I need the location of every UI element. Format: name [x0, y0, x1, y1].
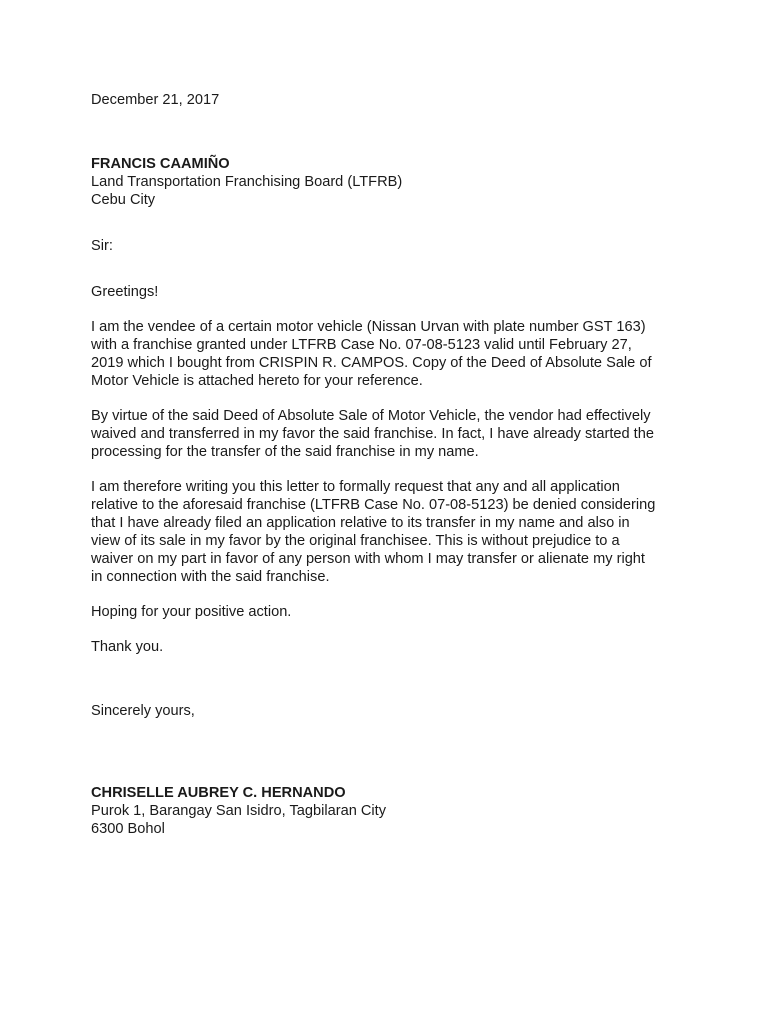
paragraph-line: waived and transferred in my favor the said franchise. In fact, I have already started the — [91, 426, 654, 442]
paragraph-line: view of its sale in my favor by the original franchisee. This is without prejudice to a — [91, 533, 620, 549]
paragraph-transfer — [91, 407, 691, 461]
recipient-block — [91, 155, 691, 209]
paragraph-line: processing for the transfer of the said franchise in my name. — [91, 444, 479, 460]
recipient-city: Cebu City — [91, 192, 156, 208]
sender-address-line2: 6300 Bohol — [91, 821, 165, 837]
letter-body — [91, 91, 691, 838]
paragraph-line: Motor Vehicle is attached hereto for your reference. — [91, 373, 423, 389]
paragraph-purchase — [91, 318, 691, 390]
recipient-name: FRANCIS CAAMIÑO — [91, 156, 230, 172]
paragraph-line: I am the vendee of a certain motor vehicle (Nissan Urvan with plate number GST 163) — [91, 319, 646, 335]
paragraph-line: By virtue of the said Deed of Absolute Sale of Motor Vehicle, the vendor had effectively — [91, 408, 651, 424]
paragraph-line: with a franchise granted under LTFRB Case No. 07-08-5123 valid until February 27, — [91, 337, 632, 353]
paragraph-line: that I have already filed an application relative to its transfer in my name and also in — [91, 515, 630, 531]
paragraph-line: I am therefore writing you this letter to formally request that any and all application — [91, 479, 620, 495]
paragraph-line: waiver on my part in favor of any person with whom I may transfer or alienate my right — [91, 551, 645, 567]
sender-name: CHRISELLE AUBREY C. HERNANDO — [91, 785, 346, 801]
closing-line: Sincerely yours, — [91, 703, 195, 719]
recipient-organization: Land Transportation Franchising Board (LTFRB) — [91, 174, 403, 190]
hoping-line: Hoping for your positive action. — [91, 604, 292, 620]
sender-block — [91, 784, 691, 838]
paragraph-line: 2019 which I bought from CRISPIN R. CAMPOS. Copy of the Deed of Absolute Sale of — [91, 355, 652, 371]
paragraph-line: relative to the aforesaid franchise (LTFRB Case No. 07-08-5123) be denied considering — [91, 497, 656, 513]
sender-address-line1: Purok 1, Barangay San Isidro, Tagbilaran City — [91, 803, 387, 819]
paragraph-line: in connection with the said franchise. — [91, 569, 330, 585]
thanks-line: Thank you. — [91, 639, 164, 655]
salutation: Sir: — [91, 238, 113, 254]
greeting: Greetings! — [91, 284, 159, 300]
letter-date: December 21, 2017 — [91, 92, 220, 108]
paragraph-request — [91, 478, 691, 586]
